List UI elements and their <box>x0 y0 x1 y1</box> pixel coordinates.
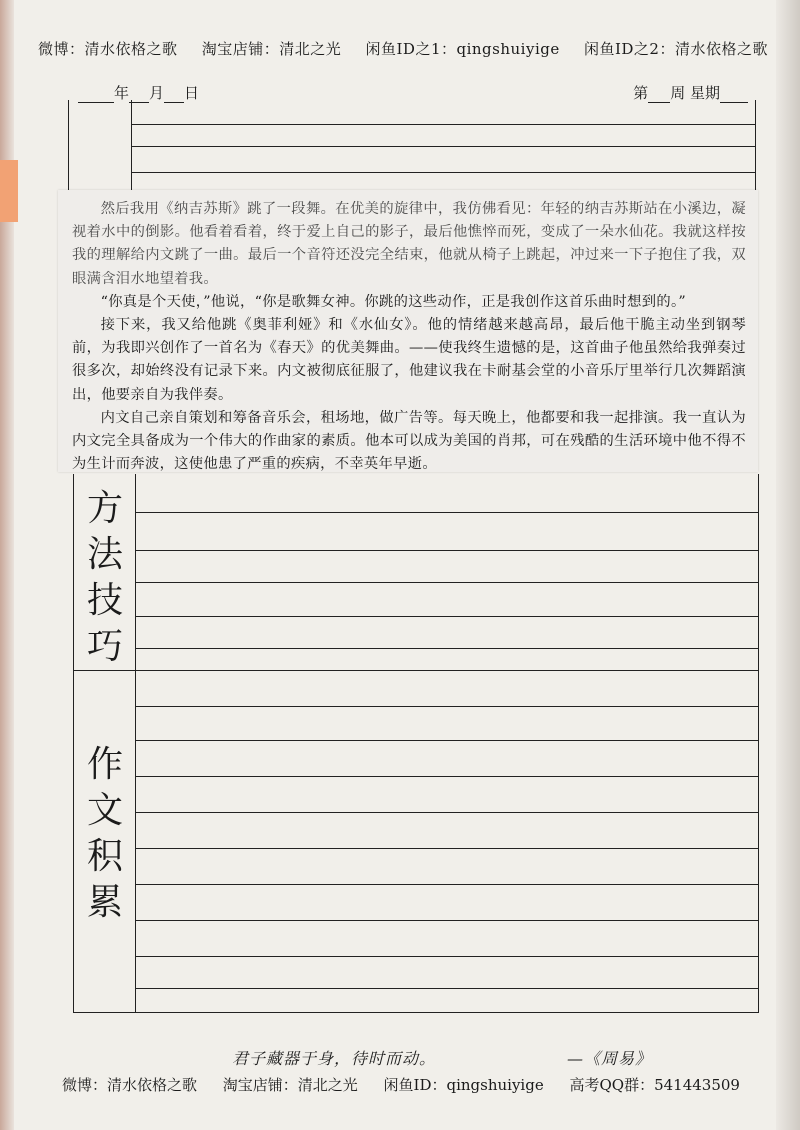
passage-paragraph-2: “你真是个天使，”他说，“你是歌舞女神。你跳的这些动作，正是我创作这首乐曲时想到的。” <box>100 293 687 310</box>
footer-weibo: 微博：清水依格之歌 <box>62 1076 198 1094</box>
month-label: 月 <box>149 84 165 102</box>
year-label: 年 <box>114 84 130 102</box>
footer-qq-group: 高考QQ群：541443509 <box>569 1076 740 1094</box>
ruled-line <box>136 550 758 551</box>
quote-source: —《周易》 <box>566 1049 652 1068</box>
ruled-line <box>136 740 758 741</box>
passage-paragraph-3: 接下来，我又给他跳《奥菲利娅》和《水仙女》。他的情绪越来越高昂，最后他干脆主动坐到钢琴前，为我即兴创作了一首名为《春天》的优美舞曲。——使我终生遗憾的是，这首曲子他虽然给我弹奏过很多次，却始终没有记录下来。内文被彻底征服了，他建议我在卡耐基会堂的小音乐厅里举行几次舞蹈演出，他要亲自为我伴奏。 <box>72 317 746 403</box>
ruled-line <box>136 648 758 649</box>
header-weibo: 微博：清水依格之歌 <box>38 40 178 58</box>
ruled-line <box>136 848 758 849</box>
accumulate-char-3: 积 <box>86 836 123 877</box>
ruled-line <box>136 988 758 989</box>
header-watermark <box>38 38 768 59</box>
method-char-1: 方 <box>86 488 123 529</box>
header-taobao: 淘宝店铺：清北之光 <box>201 40 342 58</box>
ruled-line <box>136 512 758 513</box>
day-label: 日 <box>184 84 200 102</box>
method-char-2: 法 <box>86 534 123 575</box>
section-separator <box>74 670 136 671</box>
quote <box>232 1046 652 1069</box>
ruled-line <box>136 812 758 813</box>
method-skills-label <box>74 486 136 670</box>
ruled-line <box>136 776 758 777</box>
header-xianyu-1: 闲鱼ID之1：qingshuiyige <box>365 40 560 58</box>
accumulate-char-4: 累 <box>86 882 123 923</box>
ruled-line <box>136 884 758 885</box>
footer-watermark <box>62 1074 740 1095</box>
week-prefix: 第 <box>633 84 649 102</box>
ruled-line <box>131 124 755 125</box>
pasted-passage <box>58 190 758 472</box>
ruled-line <box>136 956 758 957</box>
ruled-line <box>131 146 755 147</box>
header-xianyu-2: 闲鱼ID之2：清水依格之歌 <box>583 40 768 58</box>
ruled-line <box>131 172 755 173</box>
page-right-edge <box>776 0 800 1130</box>
method-char-4: 巧 <box>86 626 123 667</box>
passage-paragraph-1: 然后我用《纳吉苏斯》跳了一段舞。在优美的旋律中，我仿佛看见：年轻的纳吉苏斯站在小溪边，凝视着水中的倒影。他看着看着，终于爱上自己的影子，最后他憔悴而死，变成了一朵水仙花。我就这样按我的理解给内文跳了一曲。最后一个音符还没完全结束，他就从椅子上跳起，冲过来一下子抱住了我，双眼满含泪水地望着我。 <box>72 201 746 287</box>
ruled-line <box>136 582 758 583</box>
accumulate-char-1: 作 <box>86 744 123 785</box>
top-lined-table <box>68 100 756 192</box>
writing-accumulation-label <box>74 742 136 926</box>
accumulate-char-2: 文 <box>86 790 123 831</box>
weekday-label: 星期 <box>689 84 720 102</box>
ruled-line <box>136 616 758 617</box>
quote-text: 君子藏器于身，待时而动。 <box>232 1049 437 1068</box>
footer-xianyu: 闲鱼ID：qingshuiyige <box>383 1076 544 1094</box>
footer-taobao: 淘宝店铺：清北之光 <box>222 1076 358 1094</box>
ruled-line <box>136 920 758 921</box>
notes-table <box>73 474 759 1013</box>
ruled-line <box>136 706 758 707</box>
passage-paragraph-4: 内文自己亲自策划和筹备音乐会，租场地，做广告等。每天晚上，他都要和我一起排演。我一直认为内文完全具备成为一个伟大的作曲家的素质。他本可以成为美国的肖邦，可在残酷的生活环境中他不得不为生计而奔波，这使他患了严重的疾病，不幸英年早逝。 <box>72 409 746 473</box>
ruled-line <box>136 670 758 671</box>
method-char-3: 技 <box>86 580 123 621</box>
week-label: 周 <box>670 84 686 102</box>
page-tab-marker <box>0 160 18 222</box>
